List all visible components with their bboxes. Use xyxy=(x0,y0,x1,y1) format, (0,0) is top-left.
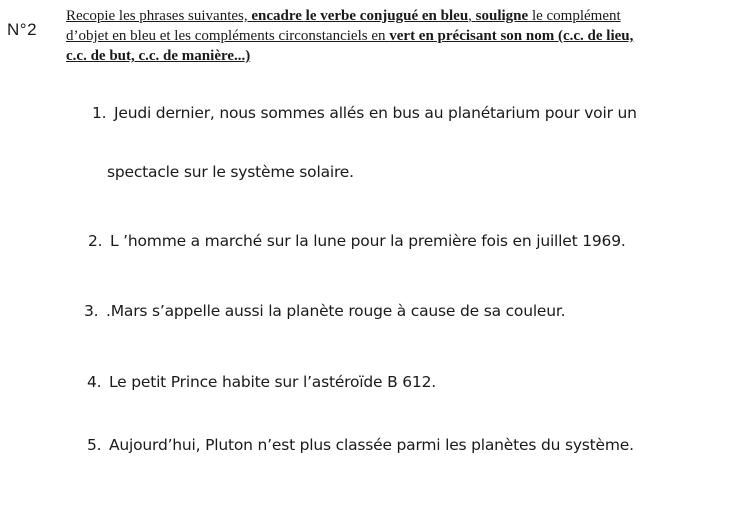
sentence-number: 2. xyxy=(88,232,103,250)
exercise-number: N°2 xyxy=(7,20,38,39)
instructions-bold-text: vert en précisant son nom (c.c. de lieu, xyxy=(389,28,634,44)
instructions-bold-text: c.c. de but, c.c. de manière...) xyxy=(66,48,251,64)
sentence-number: 5. xyxy=(87,436,102,454)
sentence-text: Aujourd’hui, Pluton n’est plus classée parmi les planètes du système. xyxy=(109,436,634,454)
sentence-text: L ’homme a marché sur la lune pour la première fois en juillet 1969. xyxy=(110,232,626,250)
sentence-text: Jeudi dernier, nous sommes allés en bus au planétarium pour voir un xyxy=(114,104,637,122)
sentence-1 xyxy=(92,104,637,122)
sentence-4 xyxy=(87,373,436,391)
instructions-line-2 xyxy=(66,26,750,46)
exercise-instructions xyxy=(66,6,750,66)
instructions-text: le complément xyxy=(528,8,621,24)
instructions-text: Recopie les phrases suivantes, xyxy=(66,8,252,24)
instructions-text: , xyxy=(468,8,476,24)
instructions-bold-text: encadre le verbe conjugué en bleu xyxy=(251,8,469,24)
instructions-text: d’objet en bleu xyxy=(66,28,156,44)
instructions-bold-text: souligne xyxy=(475,8,529,24)
sentence-number: 4. xyxy=(87,373,102,391)
sentence-2 xyxy=(88,232,626,250)
sentence-5 xyxy=(87,436,634,454)
sentence-1-continued xyxy=(107,163,354,181)
sentence-text: Le petit Prince habite sur l’astéroïde B 612. xyxy=(109,373,436,391)
instructions-line-3 xyxy=(66,46,750,66)
sentence-3 xyxy=(84,302,565,320)
sentence-number: 1. xyxy=(92,104,107,122)
instructions-line-1 xyxy=(66,6,750,26)
sentence-number: 3. xyxy=(84,302,99,320)
sentence-text: .Mars s’appelle aussi la planète rouge à cause de sa couleur. xyxy=(106,302,566,320)
instructions-text: et les compléments circonstanciels en xyxy=(155,28,390,44)
sentence-text: spectacle sur le système solaire. xyxy=(107,163,354,181)
